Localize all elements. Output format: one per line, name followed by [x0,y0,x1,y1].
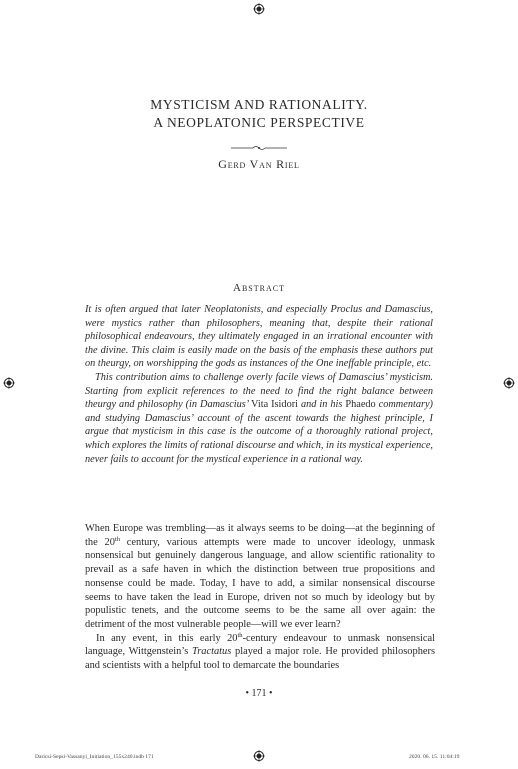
body-text [85,522,435,673]
chapter-title-line-2: A NEOPLATONIC PERSPECTIVE [153,115,365,130]
registration-mark-bottom-icon [253,750,265,762]
ordinal-superscript: th [237,631,243,639]
abstract-text: This contribution aims to challenge overly facile views of Damascius’ mysticism. Starting from explicit references to the need to find the right balance between theurgy and philosophy (in Damascius’ [85,371,433,411]
abstract-text: commentary) and studying Damascius’ account of the ascent towards the highest principle, I argue that mysticism in this case is the outcome of a thoroughly rational project, which explores the limits of rational discourse and which, in its mystical experience, never fails to account for the mystical experience in a rational way. [85,399,433,465]
chapter-title-line-1: MYSTICISM AND RATIONALITY. [150,97,368,112]
author-name: Gerd Van Riel [218,157,300,171]
body-paragraph-1 [85,522,435,632]
body-text-span: -century endeavour to unmask nonsensical language, Wittgenstein’s [85,632,435,658]
registration-mark-top-icon [253,3,265,15]
body-text-span: When Europe was trembling—as it always seems to be doing—at the beginning of the 20 [85,523,435,548]
work-title-vita-isidori: Vita Isidori [251,399,299,411]
abstract-paragraph-2 [85,371,433,466]
body-text-span: century, various attempts were made to uncover ideology, unmask nonsensical but genuinely dangerous language, and allow scientific rationality to prevail as a safe haven in which the distinction between true propositions and nonsense could be made. Today, I have to add, a similar nonsensical discourse seems to have taken the lead in Europe, driven not so much by ideology but by populistic tenets, and the outcome seems to be the same all over again: the detriment of the most vulnerable people—will we ever learn? [85,536,435,630]
registration-mark-right-icon [503,377,515,389]
ornament-divider-icon [229,140,289,150]
body-text-span: In any event, in this early 20 [96,632,238,644]
abstract-paragraph-1: It is often argued that later Neoplatonists, and especially Proclus and Damascius, were mystics rather than philosophers, meaning that, despite their rational philosophical endeavours, they ultimately engaged in an irrational encounter with the divine. This claim is easily made on the basis of the emphasis these authors put on theurgy, on worshipping the gods as instances of the One ineffable principle, etc. [85,304,433,370]
abstract-heading: Abstract [233,282,285,294]
print-file-info: Daricsi-Sepsi-Vassanyi_Initiation_155x240.indb 171 [35,754,154,760]
chapter-title [0,96,518,132]
body-text-span: played a major role. He provided philosophers and scientists with a helpful tool to demarcate the boundaries [85,646,436,672]
abstract-text: and in his [298,399,346,411]
registration-mark-left-icon [3,377,15,389]
body-paragraph-2 [85,632,435,673]
print-timestamp: 2020. 06. 15. 11:04:19 [409,754,460,760]
work-title-phaedo: Phaedo [345,399,376,411]
abstract [85,303,433,466]
ordinal-superscript: th [114,535,120,543]
work-title-tractatus: Tractatus [192,646,232,658]
page-number: • 171 • [245,688,273,699]
